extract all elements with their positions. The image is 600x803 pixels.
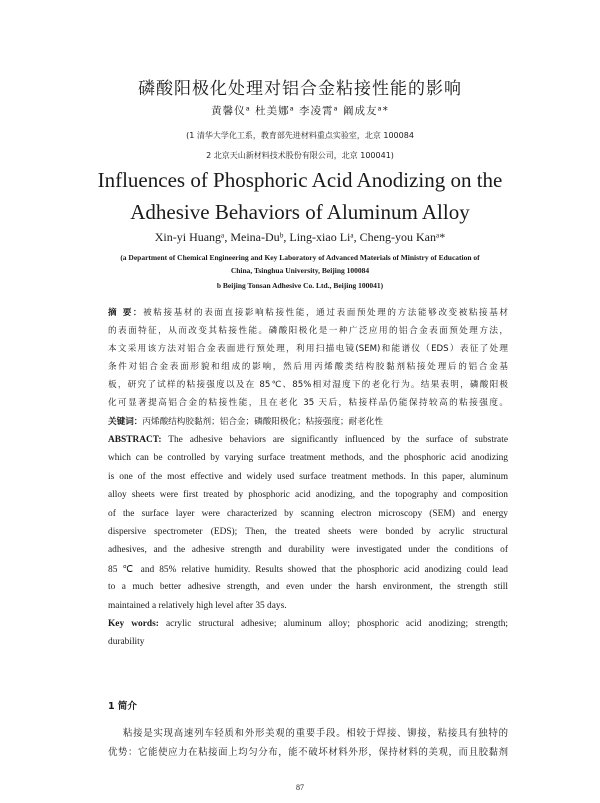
english-abstract-line: which can be controlled by varying surface treatment methods, and the phosphoric acid anodizing [108, 453, 508, 464]
english-abstract-line: dispersive spectrometer (EDS); Then, the treated sheets were bonded by acrylic structural [108, 527, 508, 537]
english-keywords [108, 619, 508, 659]
english-abstract [108, 435, 508, 625]
english-abstract-line: maintained a relatively high level after 35 days. [108, 600, 287, 611]
english-title-line-1: Influences of Phosphoric Acid Anodizing on the [97, 168, 503, 192]
chinese-keywords-text: 丙烯酸结构胶黏剂；铝合金；磷酸阳极化；粘接强度；耐老化性 [142, 417, 384, 427]
page-number: 87 [296, 783, 304, 792]
chinese-abstract-line: 摘 要：被粘接基材的表面直接影响粘接性能，通过表面预处理的方法能够改变被粘接基材 [108, 308, 508, 318]
english-abstract-line: 85 ℃ and 85% relative humidity. Results showed that the phosphoric acid anodizing could lead [108, 564, 508, 575]
english-abstract-line: alloy sheets were first treated by phosphoric acid anodizing, and the topography and composition [108, 490, 508, 501]
english-authors: Xin-yi Huangᵃ, Meina-Duᵇ, Ling-xiao Liᵃ, Cheng-you Kanᵃ* [154, 230, 446, 244]
chinese-abstract [108, 306, 508, 416]
english-affiliation-b: b Beijing Tonsan Adhesive Co. Ltd., Beijing 100041) [216, 281, 384, 290]
chinese-authors: 黄馨仪ᵃ 杜美娜ᵃ 李凌霄ᵃ 阚成友ᵃ* [211, 105, 389, 117]
chinese-abstract-line: 板，研究了试样的粘接强度以及在 85℃、85%相对湿度下的老化行为。结果表明，磷酸阳极 [108, 380, 508, 390]
chinese-keywords [108, 415, 383, 427]
chinese-keywords-label: 关键词： [108, 417, 143, 427]
english-abstract-label: ABSTRACT: [108, 435, 162, 445]
section-heading: 1 简介 [108, 701, 137, 712]
chinese-abstract-line: 条件对铝合金表面形貌和组成的影响，然后用丙烯酸类结构胶黏剂粘接处理后的铝合金基 [108, 362, 508, 372]
chinese-abstract-label: 摘 要： [108, 308, 144, 318]
english-abstract-line: adhesives, and the adhesive strength and durability were investigated under the conditions of [108, 545, 508, 556]
english-keywords-line: Key words: acrylic structural adhesive; aluminum alloy; phosphoric acid anodizing; strength; [108, 619, 508, 629]
english-abstract-line: of the surface layer were characterized by scanning electron microscopy (SEM) and energy [108, 508, 508, 519]
chinese-title: 磷酸阳极化处理对铝合金粘接性能的影响 [138, 79, 462, 99]
chinese-abstract-line: 化可显著提高铝合金的粘接性能，且在老化 35 天后，粘接样品仍能保持较高的粘接强度。 [108, 398, 508, 408]
chinese-abstract-line: 本文采用该方法对铝合金表面进行预处理，利用扫描电镜(SEM)和能谱仪（EDS）表征了处理 [108, 344, 508, 354]
english-title-line-2: Adhesive Behaviors of Aluminum Alloy [130, 200, 470, 224]
english-abstract-line: is one of the most effective and widely used surface treatment methods. In this paper, aluminum [108, 471, 508, 482]
body-line: 粘接是实现高速列车轻质和外形美观的重要手段。相较于焊接、铆接，粘接具有独特的 [108, 728, 508, 739]
english-keywords-label: Key words: [108, 619, 159, 629]
body-text [108, 725, 508, 765]
chinese-abstract-line: 的表面特征，从而改变其粘接性能。磷酸阳极化是一种广泛应用的铝合金表面预处理方法， [108, 326, 508, 336]
chinese-affiliation-2: 2 北京天山新材料技术股份有限公司，北京 100041) [206, 151, 394, 160]
english-abstract-line: ABSTRACT: The adhesive behaviors are significantly influenced by the surface of substrate [108, 435, 508, 445]
english-affiliation-a-line-1: (a Department of Chemical Engineering and Key Laboratory of Advanced Materials of Ministry of Education of [120, 253, 480, 262]
chinese-affiliation-1: (1 清华大学化工系，教育部先进材料重点实验室，北京 100084 [186, 131, 414, 140]
body-line: 优势：它能使应力在粘接面上均匀分布，能不破坏材料外形，保持材料的美观，而且胶黏剂 [108, 747, 508, 758]
english-keywords-line: durability [108, 637, 145, 647]
english-abstract-line: to a much better adhesive strength, and even under the harsh environment, the strength still [108, 582, 508, 593]
english-affiliation-a-line-2: China, Tsinghua University, Beijing 100084 [230, 266, 370, 275]
